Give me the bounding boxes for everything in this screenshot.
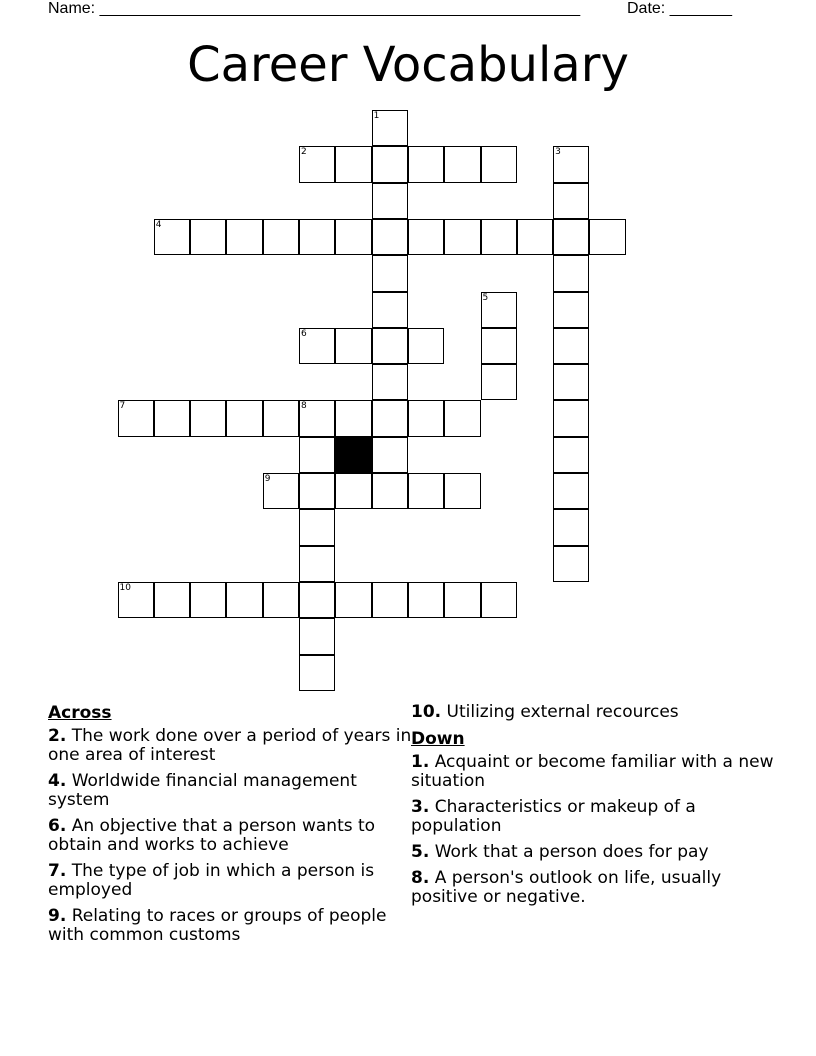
grid-cell[interactable] bbox=[299, 219, 335, 255]
grid-cell[interactable] bbox=[589, 219, 625, 255]
grid-cell[interactable] bbox=[299, 146, 335, 182]
grid-cell[interactable] bbox=[408, 328, 444, 364]
grid-cell[interactable] bbox=[408, 400, 444, 436]
clue-number: 6. bbox=[48, 816, 67, 836]
cell-number: 8 bbox=[301, 401, 307, 412]
cell-number: 9 bbox=[264, 474, 271, 484]
grid-cell[interactable] bbox=[372, 473, 408, 509]
clue-down-8 bbox=[411, 869, 781, 907]
clue-text: An objective that a person wants to obtain and works to achieve bbox=[48, 816, 376, 855]
grid-cell[interactable] bbox=[553, 437, 589, 473]
grid-cell[interactable] bbox=[154, 582, 190, 618]
clue-down-5 bbox=[411, 843, 781, 862]
clue-across-9 bbox=[48, 907, 418, 945]
grid-cell[interactable] bbox=[553, 255, 589, 291]
grid-cell[interactable] bbox=[372, 146, 408, 182]
grid-cell[interactable] bbox=[372, 292, 408, 328]
grid-cell[interactable] bbox=[299, 582, 335, 618]
grid-cell[interactable] bbox=[263, 582, 299, 618]
grid-cell[interactable] bbox=[372, 582, 408, 618]
clues-right-column bbox=[411, 703, 781, 914]
grid-cell[interactable] bbox=[553, 219, 589, 255]
clue-text: A person's outlook on life, usually positive or negative. bbox=[411, 868, 722, 907]
grid-cell[interactable] bbox=[481, 582, 517, 618]
clue-number: 3. bbox=[411, 797, 430, 817]
grid-cell[interactable] bbox=[408, 473, 444, 509]
grid-cell[interactable] bbox=[190, 400, 226, 436]
grid-cell[interactable] bbox=[335, 328, 371, 364]
grid-cell[interactable] bbox=[299, 400, 335, 436]
grid-cell[interactable] bbox=[263, 219, 299, 255]
grid-cell[interactable] bbox=[299, 546, 335, 582]
clue-number: 10. bbox=[411, 702, 442, 722]
grid-cell[interactable] bbox=[226, 400, 262, 436]
grid-cell[interactable] bbox=[553, 473, 589, 509]
clue-number: 8. bbox=[411, 868, 430, 888]
cell-number: 3 bbox=[555, 147, 561, 158]
across-heading: Across bbox=[48, 703, 112, 723]
grid-cell[interactable] bbox=[226, 582, 262, 618]
grid-cell[interactable] bbox=[553, 546, 589, 582]
clue-across-6 bbox=[48, 817, 418, 855]
clue-text: Worldwide financial management system bbox=[48, 771, 357, 810]
grid-cell[interactable] bbox=[553, 328, 589, 364]
grid-cell[interactable] bbox=[481, 292, 517, 328]
grid-cell[interactable] bbox=[444, 400, 480, 436]
clue-across-7 bbox=[48, 862, 418, 900]
grid-cell[interactable] bbox=[517, 219, 553, 255]
clue-down-1 bbox=[411, 753, 781, 791]
grid-cell[interactable] bbox=[444, 582, 480, 618]
clues-left-column bbox=[48, 703, 418, 952]
clue-number: 4. bbox=[48, 771, 67, 791]
clue-number: 2. bbox=[48, 726, 67, 746]
grid-cell[interactable] bbox=[553, 364, 589, 400]
grid-cell[interactable] bbox=[118, 400, 154, 436]
grid-cell[interactable] bbox=[481, 146, 517, 182]
clue-number: 9. bbox=[48, 906, 67, 926]
clue-text: The work done over a period of years in one area of interest bbox=[48, 726, 412, 765]
clue-across-10 bbox=[411, 703, 781, 722]
grid-cell[interactable] bbox=[553, 292, 589, 328]
clue-text: Acquaint or become familiar with a new situation bbox=[411, 752, 774, 791]
page-title: Career Vocabulary bbox=[187, 37, 629, 93]
clue-text: The type of job in which a person is employed bbox=[48, 861, 375, 900]
grid-cell[interactable] bbox=[263, 400, 299, 436]
clue-across-4 bbox=[48, 772, 418, 810]
grid-cell[interactable] bbox=[263, 473, 299, 509]
grid-cell[interactable] bbox=[553, 183, 589, 219]
grid-cell[interactable] bbox=[372, 437, 408, 473]
black-square bbox=[335, 437, 371, 473]
cell-number: 6 bbox=[301, 328, 307, 339]
grid-cell[interactable] bbox=[372, 219, 408, 255]
grid-cell[interactable] bbox=[299, 655, 335, 691]
grid-cell[interactable] bbox=[335, 473, 371, 509]
down-heading: Down bbox=[411, 729, 465, 749]
cell-number: 10 bbox=[119, 582, 131, 593]
grid-cell[interactable] bbox=[444, 219, 480, 255]
cell-number: 5 bbox=[482, 292, 489, 303]
clue-text: Work that a person does for pay bbox=[434, 842, 709, 862]
grid-cell[interactable] bbox=[408, 146, 444, 182]
grid-cell[interactable] bbox=[190, 219, 226, 255]
grid-cell[interactable] bbox=[372, 400, 408, 436]
grid-cell[interactable] bbox=[372, 110, 408, 146]
clue-text: Relating to races or groups of people with common customs bbox=[48, 906, 387, 945]
grid-cell[interactable] bbox=[335, 146, 371, 182]
grid-cell[interactable] bbox=[190, 582, 226, 618]
clue-text: Utilizing external recources bbox=[446, 702, 679, 722]
grid-cell[interactable] bbox=[444, 473, 480, 509]
grid-cell[interactable] bbox=[553, 509, 589, 545]
grid-cell[interactable] bbox=[481, 364, 517, 400]
name-field[interactable]: Name: ______________________________________________________ bbox=[48, 0, 581, 17]
grid-cell[interactable] bbox=[154, 219, 190, 255]
grid-cell[interactable] bbox=[553, 146, 589, 182]
clue-across-2 bbox=[48, 727, 418, 765]
grid-cell[interactable] bbox=[299, 437, 335, 473]
grid-cell[interactable] bbox=[553, 400, 589, 436]
grid-cell[interactable] bbox=[372, 183, 408, 219]
date-field[interactable]: Date: _______ bbox=[627, 0, 732, 17]
grid-cell[interactable] bbox=[408, 582, 444, 618]
grid-cell[interactable] bbox=[481, 328, 517, 364]
clue-number: 5. bbox=[411, 842, 430, 862]
cell-number: 7 bbox=[119, 401, 126, 412]
cell-number: 1 bbox=[373, 111, 380, 121]
grid-cell[interactable] bbox=[299, 328, 335, 364]
grid-cell[interactable] bbox=[372, 255, 408, 291]
grid-cell[interactable] bbox=[335, 582, 371, 618]
grid-cell[interactable] bbox=[481, 219, 517, 255]
cell-number: 4 bbox=[155, 219, 162, 230]
grid-cell[interactable] bbox=[444, 146, 480, 182]
clue-number: 1. bbox=[411, 752, 430, 772]
grid-cell[interactable] bbox=[154, 400, 190, 436]
cell-number: 2 bbox=[301, 147, 307, 158]
clue-down-3 bbox=[411, 798, 781, 836]
grid-cell[interactable] bbox=[118, 582, 154, 618]
grid-cell[interactable] bbox=[226, 219, 262, 255]
grid-cell[interactable] bbox=[372, 364, 408, 400]
clue-number: 7. bbox=[48, 861, 67, 881]
grid-cell[interactable] bbox=[372, 328, 408, 364]
grid-cell[interactable] bbox=[299, 509, 335, 545]
grid-cell[interactable] bbox=[299, 473, 335, 509]
grid-cell[interactable] bbox=[335, 219, 371, 255]
grid-cell[interactable] bbox=[408, 219, 444, 255]
clue-text: Characteristics or makeup of a population bbox=[411, 797, 696, 836]
grid-cell[interactable] bbox=[299, 618, 335, 654]
grid-cell[interactable] bbox=[335, 400, 371, 436]
